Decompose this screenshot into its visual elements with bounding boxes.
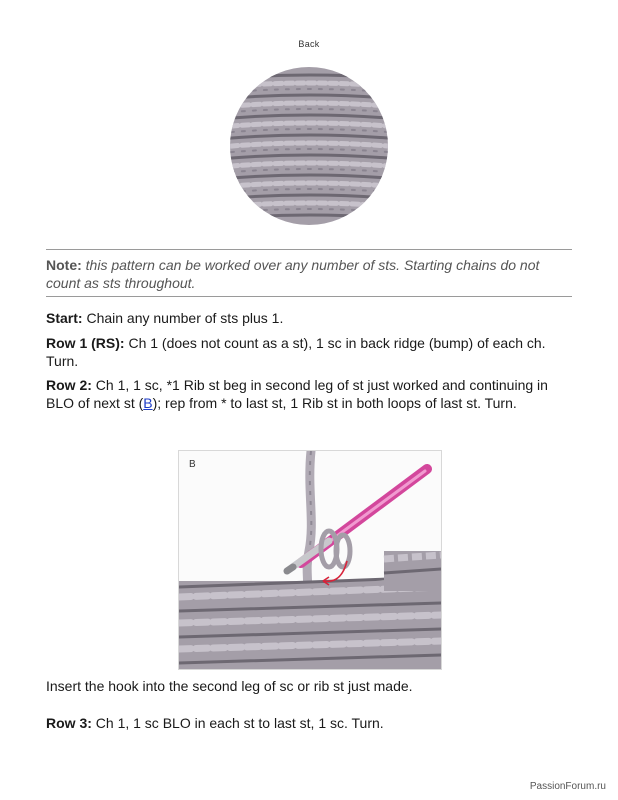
row2-text-after: ); rep from * to last st, 1 Rib st in both loops of last st. Turn. — [152, 395, 517, 411]
row1-text: Ch 1 (does not count as a st), 1 sc in back ridge (bump) of each ch. Turn. — [46, 335, 546, 369]
start-label: Start: — [46, 310, 83, 326]
note-bottom-rule — [46, 296, 572, 297]
row3-text: Ch 1, 1 sc BLO in each st to last st, 1 sc. Turn. — [95, 715, 384, 731]
note-text — [46, 256, 572, 292]
row1-label: Row 1 (RS): — [46, 335, 125, 351]
back-swatch-image — [230, 67, 388, 225]
note-label: Note: — [46, 257, 82, 273]
row1-instruction — [46, 334, 572, 370]
note-top-rule — [46, 249, 572, 250]
photo-b-label: B — [189, 459, 196, 470]
row2-label: Row 2: — [46, 377, 92, 393]
watermark: PassionForum.ru — [529, 781, 606, 792]
note-body: this pattern can be worked over any number of sts. Starting chains do not count as sts throughout. — [46, 257, 540, 291]
photo-b — [178, 450, 442, 670]
start-text: Chain any number of sts plus 1. — [86, 310, 284, 326]
start-instruction — [46, 309, 572, 327]
caption-back: Back — [298, 39, 320, 49]
photo-caption: Insert the hook into the second leg of sc or rib st just made. — [46, 678, 413, 694]
photo-b-link[interactable]: B — [143, 395, 153, 411]
row2-instruction — [46, 376, 572, 412]
row2-text-before: Ch 1, 1 sc, *1 Rib st beg in second leg of st just worked and continuing in BLO of next st ( — [46, 377, 548, 411]
row3-label: Row 3: — [46, 715, 92, 731]
row3-instruction — [46, 714, 572, 732]
